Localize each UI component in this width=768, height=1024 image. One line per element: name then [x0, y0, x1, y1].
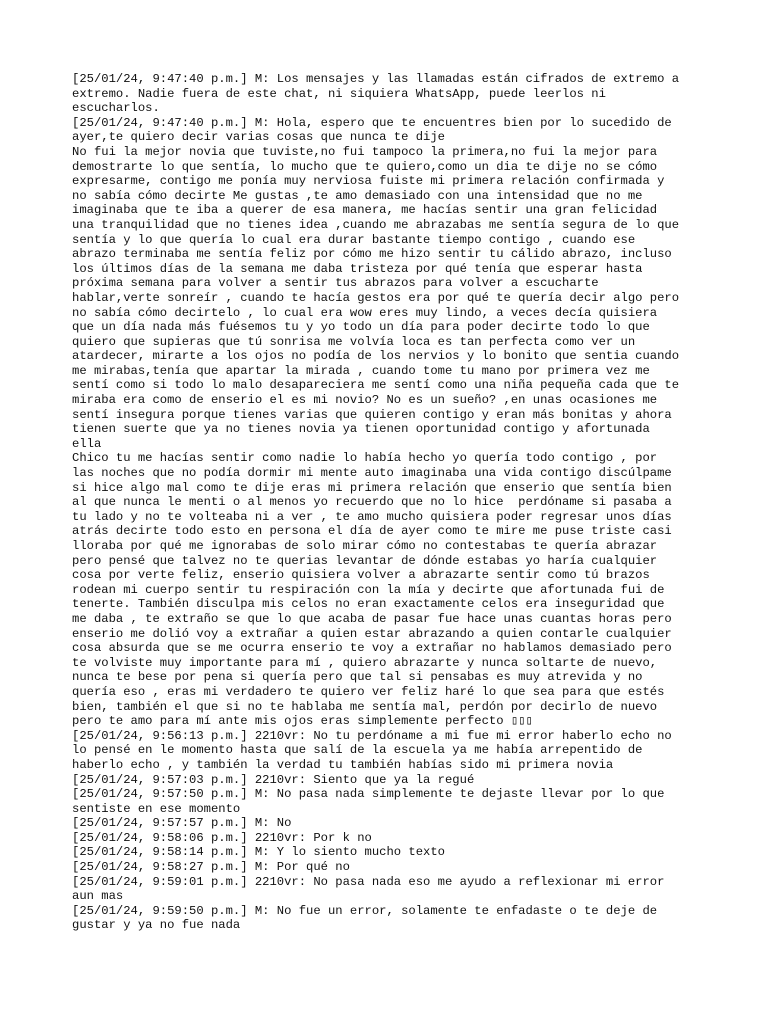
- transcript-line: demostrarte lo que sentía, lo mucho que te quiero,como un dia te dije no se cómo: [72, 159, 658, 174]
- transcript-line: pero te amo para mí ante mis ojos eras simplemente perfecto ▯▯▯: [72, 714, 533, 729]
- transcript-line: haberlo echo , y también la verdad tu también habías sido mi primera novia: [72, 757, 614, 772]
- transcript-line: tienen suerte que ya no tienes novia ya tienen oportunidad contigo y afortunada: [72, 422, 650, 437]
- chat-transcript-page: [72, 72, 712, 933]
- transcript-line: nunca te bese por pena si quería pero que tal si pensabas es muy atrevida y no: [72, 670, 643, 685]
- transcript-line: [25/01/24, 9:57:03 p.m.] 2210vr: Siento que ya la regué: [72, 772, 475, 787]
- transcript-line: escucharlos.: [72, 101, 160, 116]
- transcript-line: cosa por verte feliz, enserio quisiera volver a abrazarte sentir como tú brazos: [72, 568, 650, 583]
- transcript-line: enserio me dolió voy a extrañar a quien estar abrazando a quien contarle cualquier: [72, 626, 672, 641]
- transcript-line: sentí como si todo lo malo desapareciera me sentí como una niña pequeña cada que te: [72, 378, 680, 393]
- transcript-line: tu lado y no te volteaba ni a ver , te amo mucho quisiera poder regresar unos días: [72, 509, 672, 524]
- transcript-line: gustar y ya no fue nada: [72, 918, 241, 933]
- transcript-line: expresarme, contigo me ponía muy nerviosa fuiste mi primera relación confirmada y: [72, 174, 665, 189]
- transcript-line: imaginaba que te iba a querer de esa manera, me hacías sentir una gran felicidad: [72, 203, 658, 218]
- transcript-line: [25/01/24, 9:57:57 p.m.] M: No: [72, 816, 292, 831]
- transcript-line: hablar,verte sonreír , cuando te hacía gestos era por qué te quería decir algo pero: [72, 290, 680, 305]
- transcript-line: No fui la mejor novia que tuviste,no fui tampoco la primera,no fui la mejor para: [72, 144, 658, 159]
- transcript-line: [25/01/24, 9:57:50 p.m.] M: No pasa nada simplemente te dejaste llevar por lo que: [72, 787, 665, 802]
- transcript-line: atrás decirte todo esto en persona el día de ayer como te mire me puse triste casi: [72, 524, 672, 539]
- transcript-line: lloraba por qué me ignorabas de solo mirar cómo no contestabas te quería abrazar: [72, 539, 658, 553]
- transcript-line: [25/01/24, 9:56:13 p.m.] 2210vr: No tu perdóname a mi fue mi error haberlo echo no: [72, 728, 672, 743]
- transcript-line: quiero que supieras que tú sonrisa me volvía loca es tan perfecta como ver un: [72, 334, 636, 349]
- transcript-line: aun mas: [72, 889, 124, 904]
- transcript-line: bien, también el que si no te hablaba me sentía mal, perdón por decirlo de nuevo: [72, 699, 658, 714]
- transcript-line: [25/01/24, 9:47:40 p.m.] M: Hola, espero que te encuentres bien por lo sucedido de: [72, 115, 672, 130]
- transcript-line: Chico tu me hacías sentir como nadie lo había hecho yo quería todo contigo , por: [72, 451, 658, 466]
- transcript-line: próxima semana para volver a sentir tus abrazos para volver a escucharte: [72, 276, 599, 291]
- transcript-line: lo pensé en le momento hasta que salí de la escuela ya me había arrepentido de: [72, 743, 643, 758]
- transcript-line: no sabía cómo decirte Me gustas ,te amo demasiado con una intensidad que no me: [72, 188, 643, 203]
- transcript-line: al que nunca le menti o al menos yo recuerdo que no lo hice perdóname si pasaba a: [72, 495, 672, 510]
- transcript-line: ayer,te quiero decir varias cosas que nunca te dije: [72, 130, 445, 145]
- transcript-line: [25/01/24, 9:47:40 p.m.] M: Los mensajes y las llamadas están cifrados de extremo a: [72, 72, 680, 86]
- transcript-line: abrazo terminaba me sentía feliz por cómo me hizo sentir tu cálido abrazo, incluso: [72, 247, 672, 262]
- transcript-line: [25/01/24, 9:58:27 p.m.] M: Por qué no: [72, 860, 350, 875]
- transcript-line: sentiste en ese momento: [72, 801, 241, 816]
- transcript-line: los últimos días de la semana me daba tristeza por qué tenía que esperar hasta: [72, 261, 643, 276]
- transcript-line: me mirabas,tenía que apartar la mirada , cuando tome tu mano por primera vez me: [72, 363, 650, 378]
- transcript-line: miraba era como de enserio el es mi novio? No es un sueño? ,en unas ocasiones me: [72, 393, 658, 408]
- transcript-line: si hice algo mal como te dije eras mi primera relación que enserio que sentía bien: [72, 480, 672, 495]
- transcript-line: sentía y lo que quería lo cual era durar bastante tiempo contigo , cuando ese: [72, 232, 636, 247]
- transcript-line: que un día nada más fuésemos tu y yo todo un día para poder decirte todo lo que: [72, 320, 650, 335]
- transcript-line: cosa absurda que se me ocurra enserio te voy a extrañar no hablamos demasiado pero: [72, 641, 672, 656]
- transcript-line: atardecer, mirarte a los ojos no podía de los nervios y lo bonito que sentia cuando: [72, 349, 680, 364]
- transcript-line: no sabía cómo decirtelo , lo cual era wow eres muy lindo, a veces decía quisiera: [72, 305, 658, 320]
- transcript-line: ella: [72, 436, 102, 451]
- transcript-line: extremo. Nadie fuera de este chat, ni siquiera WhatsApp, puede leerlos ni: [72, 86, 606, 101]
- transcript-line: quería eso , eras mi verdadero te quiero ver feliz haré lo que sea para que estés: [72, 684, 665, 699]
- transcript-line: tenerte. También disculpa mis celos no eran exactamente celos era inseguridad que: [72, 597, 665, 612]
- transcript-line: las noches que no podía dormir mi mente auto imaginaba una vida contigo discúlpame: [72, 466, 672, 481]
- transcript-line: me daba , te extraño se que lo que acaba de pasar fue hace unas cuantas horas pero: [72, 611, 672, 626]
- transcript-line: [25/01/24, 9:59:01 p.m.] 2210vr: No pasa nada eso me ayudo a reflexionar mi error: [72, 874, 665, 889]
- transcript-line: [25/01/24, 9:58:06 p.m.] 2210vr: Por k no: [72, 830, 372, 845]
- transcript-line: [25/01/24, 9:59:50 p.m.] M: No fue un error, solamente te enfadaste o te deje de: [72, 903, 658, 918]
- transcript-line: te volviste muy importante para mí , quiero abrazarte y nunca soltarte de nuevo,: [72, 655, 658, 670]
- transcript-line: una tranquilidad que no tienes idea ,cuando me abrazabas me sentía segura de lo que: [72, 217, 680, 232]
- transcript-line: [25/01/24, 9:58:14 p.m.] M: Y lo siento mucho texto: [72, 845, 445, 860]
- transcript-line: sentí insegura porque tienes varias que quieren contigo y eran más bonitas y ahora: [72, 407, 672, 422]
- transcript-line: pero pensé que talvez no te querias levantar de dónde estabas yo haría cualquier: [72, 553, 658, 568]
- transcript-line: rodean mi cuerpo sentir tu respiración con la mía y decirte que afortunada fui de: [72, 582, 665, 597]
